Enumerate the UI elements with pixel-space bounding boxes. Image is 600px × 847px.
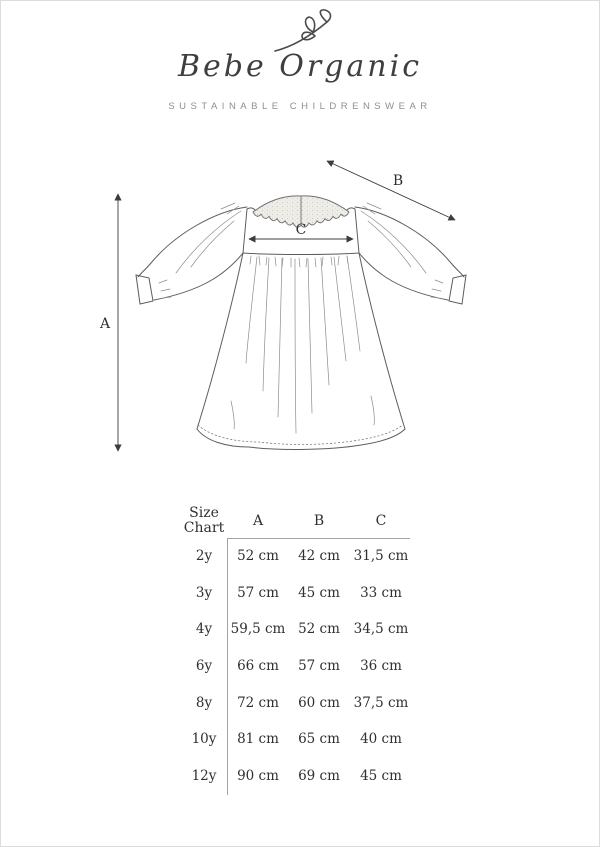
size-chart-table (181, 504, 413, 794)
measure-a-value: 72 cm (237, 694, 279, 711)
size-chart-title: Size Chart (183, 505, 225, 536)
measure-a-value: 90 cm (237, 767, 279, 784)
measure-b-value: 52 cm (298, 621, 340, 638)
measure-a-value: 57 cm (237, 584, 279, 601)
measure-a-value: 81 cm (237, 731, 279, 748)
column-header-a: A (252, 513, 264, 529)
garment-diagram (81, 141, 531, 471)
size-label: 3y (195, 584, 213, 601)
measure-c-value: 37,5 cm (353, 694, 409, 711)
measure-b-value: 69 cm (298, 767, 340, 784)
dress-hem-stitch (198, 425, 403, 444)
dress-right-sleeve (355, 203, 466, 304)
measure-c-value: 33 cm (360, 584, 402, 601)
size-label: 4y (195, 621, 213, 638)
size-label: 2y (195, 548, 213, 565)
measure-c-value: 40 cm (360, 731, 402, 748)
measure-c-value: 31,5 cm (353, 548, 409, 565)
table-vertical-rule (227, 538, 228, 795)
measure-b-value: 42 cm (298, 548, 340, 565)
size-label: 6y (195, 658, 213, 675)
column-header-b: B (313, 513, 325, 529)
brand-tagline: SUSTAINABLE CHILDRENSWEAR (168, 101, 432, 112)
column-header-c: C (375, 513, 387, 529)
brand-name: Bebe Organic (177, 49, 423, 84)
measure-c-value: 34,5 cm (353, 621, 409, 638)
size-label: 10y (191, 731, 217, 748)
measure-b-value: 45 cm (298, 584, 340, 601)
measure-b-value: 60 cm (298, 694, 340, 711)
measure-label-a: A (99, 316, 111, 332)
measure-a-value: 59,5 cm (230, 621, 286, 638)
measure-c-value: 36 cm (360, 658, 402, 675)
measure-b-value: 57 cm (298, 658, 340, 675)
dress-skirt (197, 253, 405, 449)
measure-label-c: C (295, 222, 307, 238)
dress-left-sleeve (136, 203, 247, 304)
dress-hem (197, 429, 405, 449)
size-label: 12y (191, 767, 217, 784)
measure-b-value: 65 cm (298, 731, 340, 748)
measure-a-value: 52 cm (237, 548, 279, 565)
table-horizontal-rule (227, 538, 410, 539)
measure-c-value: 45 cm (360, 767, 402, 784)
size-label: 8y (195, 694, 213, 711)
measure-a-value: 66 cm (237, 658, 279, 675)
measure-label-b: B (392, 173, 404, 189)
